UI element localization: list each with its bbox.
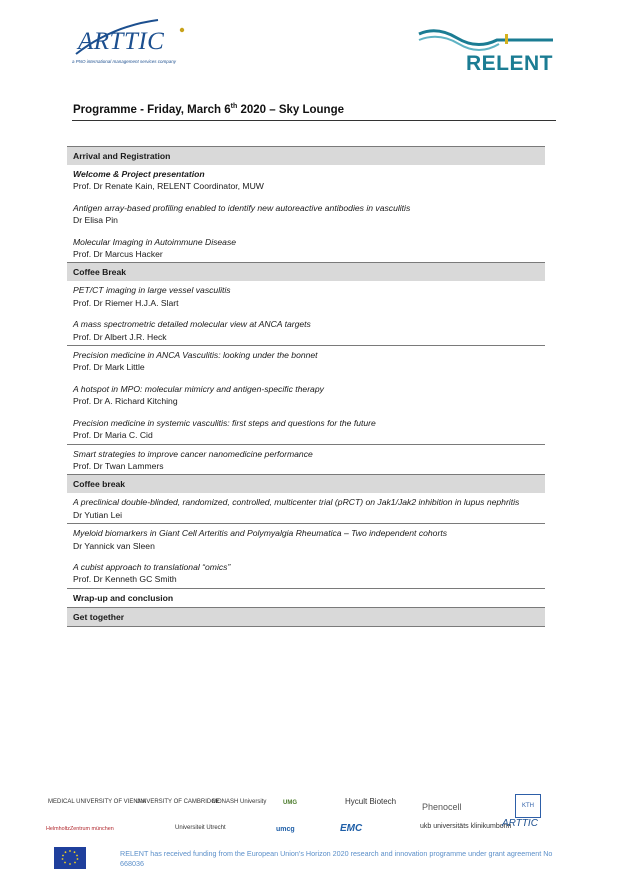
section-header: Get together [67,608,545,626]
talk-entry [67,376,545,410]
partner-logo: MONASH University [212,799,267,805]
eu-flag-icon [54,847,86,869]
partner-logo: UMG [283,800,297,806]
partner-logo: Universiteit Utrecht [175,825,226,831]
partner-logo: KTH [515,794,541,818]
arttic-tagline: a PNO international management services company [72,59,177,64]
talk-entry [67,229,545,263]
programme-section [67,444,545,475]
programme-section [67,588,545,607]
partner-logo: ukb universitäts klinikumbonn [420,823,512,830]
talk-title: Myeloid biomarkers in Giant Cell Arteritis and Polymyalgia Rheumatica – Two independent cohorts [73,528,447,539]
partner-logo: ARTTIC [502,818,538,829]
relent-logo [417,28,557,76]
talk-speaker: Dr Elisa Pin [73,215,118,226]
title-divider [72,120,556,121]
talk-speaker: Prof. Dr Maria C. Cid [73,430,153,441]
talk-entry [67,195,545,229]
talk-entry [67,165,545,195]
programme-section [67,345,545,443]
talk-speaker: Dr Yannick van Sleen [73,540,155,551]
talk-entry [67,346,545,376]
talk-title: A hotspot in MPO: molecular mimicry and antigen-specific therapy [73,383,324,394]
talk-title: Molecular Imaging in Autoimmune Disease [73,236,237,247]
partner-logo: Phenocell [422,802,462,812]
talk-title: Precision medicine in systemic vasculitis: first steps and questions for the future [73,417,376,428]
programme-section [67,523,545,588]
talk-entry [67,524,545,554]
talk-title: A cubist approach to translational “omics” [73,561,231,572]
talk-title: PET/CT imaging in large vessel vasculitis [73,285,231,296]
talk-entry [67,554,545,588]
talk-speaker: Prof. Dr Renate Kain, RELENT Coordinator, MUW [73,181,264,192]
talk-speaker: Prof. Dr Albert J.R. Heck [73,331,167,342]
arttic-logo [72,18,198,68]
talk-entry [67,493,545,523]
talk-entry [67,281,545,311]
section-header: Arrival and Registration [67,147,545,165]
partner-logo: EMC [340,823,363,834]
partner-logo: HelmholtzZentrum münchen [46,826,114,832]
talk-entry [67,445,545,475]
partner-logo: UNIVERSITY OF CAMBRIDGE [136,799,220,805]
funding-statement: RELENT has received funding from the European Union’s Horizon 2020 research and innovation programme under grant agreement No 668036 [120,849,553,868]
section-header: Coffee break [67,475,545,493]
programme-section [67,262,545,345]
talk-speaker: Prof. Dr Twan Lammers [73,460,164,471]
partner-logo: umcg [276,826,295,833]
talk-entry [67,311,545,345]
programme-section [67,474,545,523]
programme-section [67,607,545,627]
page-title: Programme - Friday, March 6th 2020 – Sky Lounge [73,103,345,116]
section-header: Coffee Break [67,263,545,281]
talk-entry [67,410,545,444]
section-header: Wrap-up and conclusion [73,592,174,603]
partner-logo: MEDICAL UNIVERSITY OF VIENNA [48,799,147,805]
arttic-logo-text: ARTTIC [78,28,165,55]
talk-speaker: Dr Yutian Lei [73,509,123,520]
programme-table [67,146,545,627]
talk-title: Precision medicine in ANCA Vasculitis: looking under the bonnet [73,350,318,361]
talk-speaker: Prof. Dr A. Richard Kitching [73,396,178,407]
relent-logo-text: RELENT [466,52,553,75]
talk-speaker: Prof. Dr Riemer H.J.A. Slart [73,297,179,308]
talk-speaker: Prof. Dr Marcus Hacker [73,249,163,260]
programme-section [67,146,545,262]
talk-speaker: Prof. Dr Kenneth GC Smith [73,574,177,585]
relent-wave-icon [417,28,557,54]
partner-logo: Hycult Biotech [345,797,397,806]
talk-title: Welcome & Project presentation [73,169,205,179]
talk-title: A mass spectrometric detailed molecular view at ANCA targets [73,319,311,330]
talk-title: Smart strategies to improve cancer nanomedicine performance [73,448,313,459]
talk-title: A preclinical double-blinded, randomized, controlled, multicenter trial (pRCT) on Jak1/Jak2 inhibition in lupus nephritis [73,497,520,508]
talk-title: Antigen array-based profiling enabled to identify new autoreactive antibodies in vasculitis [73,202,411,213]
talk-speaker: Prof. Dr Mark Little [73,362,145,373]
